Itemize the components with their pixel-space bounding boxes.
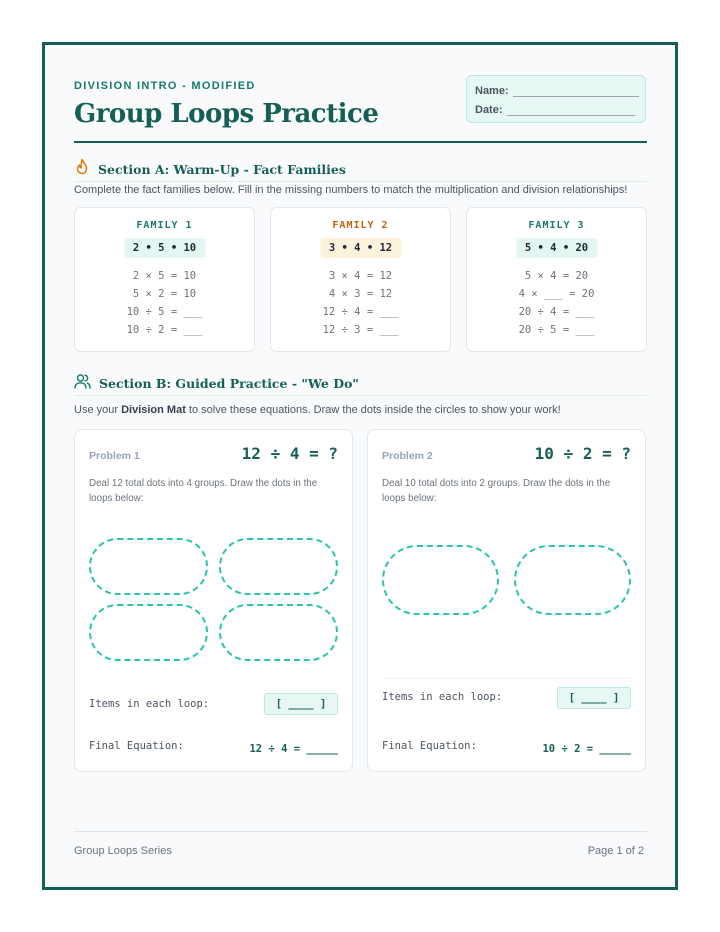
footer-series: Group Loops Series bbox=[74, 845, 172, 857]
date-row bbox=[475, 104, 635, 116]
family-equation: 3 × 4 = 12 bbox=[328, 270, 393, 282]
family-equation: 2 × 5 = 10 bbox=[132, 270, 197, 282]
family-numbers: 3 • 4 • 12 bbox=[320, 238, 401, 258]
final-equation-label: Final Equation: bbox=[89, 740, 184, 752]
group-loop[interactable] bbox=[219, 538, 338, 595]
problem-divider bbox=[382, 678, 631, 679]
family-equation: 5 × 2 = 10 bbox=[132, 288, 197, 300]
flame-icon bbox=[74, 158, 90, 180]
items-label: Items in each loop: bbox=[382, 691, 503, 703]
family-equation: 10 ÷ 2 = ___ bbox=[126, 324, 203, 336]
problem-equation: 12 ÷ 4 = ? bbox=[241, 444, 338, 463]
instructions-text: to solve these equations. Draw the dots inside the circles to show your work! bbox=[185, 404, 561, 416]
problem-label: Problem 1 bbox=[89, 450, 140, 462]
family-numbers: 5 • 4 • 20 bbox=[516, 238, 597, 258]
problem-description: Deal 12 total dots into 4 groups. Draw the dots in the loops below: bbox=[89, 478, 318, 504]
section-a-instructions: Complete the fact families below. Fill in the missing numbers to match the multiplication and division relationships! bbox=[74, 184, 628, 196]
header-divider bbox=[74, 141, 647, 143]
problem-label: Problem 2 bbox=[382, 450, 433, 462]
family-name: FAMILY 1 bbox=[136, 220, 193, 231]
group-loop[interactable] bbox=[514, 545, 631, 615]
family-equation: 20 ÷ 4 = ___ bbox=[518, 306, 595, 318]
family-equation: 12 ÷ 3 = ___ bbox=[322, 324, 399, 336]
division-mat-label: Division Mat bbox=[121, 404, 186, 416]
footer-page-number: Page 1 of 2 bbox=[587, 845, 644, 857]
items-answer-box[interactable]: [ ____ ] bbox=[264, 693, 338, 715]
problem-description: Deal 10 total dots into 2 groups. Draw the dots in the loops below: bbox=[382, 478, 611, 504]
fact-family-card-3 bbox=[466, 207, 647, 352]
instructions-text: Use your bbox=[74, 404, 122, 416]
final-equation-field[interactable]: 10 ÷ 2 = _____ bbox=[542, 743, 631, 755]
final-equation-label: Final Equation: bbox=[382, 740, 477, 752]
group-loop[interactable] bbox=[219, 604, 338, 661]
name-field[interactable] bbox=[513, 87, 639, 97]
users-icon bbox=[74, 373, 91, 394]
name-date-box bbox=[466, 75, 646, 123]
section-b-divider bbox=[74, 395, 647, 396]
section-a-divider bbox=[74, 181, 647, 182]
family-equation: 4 × ___ = 20 bbox=[518, 288, 595, 300]
fact-family-card-1 bbox=[74, 207, 255, 352]
family-equation: 10 ÷ 5 = ___ bbox=[126, 306, 203, 318]
family-equation: 12 ÷ 4 = ___ bbox=[322, 306, 399, 318]
problem-equation: 10 ÷ 2 = ? bbox=[534, 444, 631, 463]
family-equation: 20 ÷ 5 = ___ bbox=[518, 324, 595, 336]
family-equation: 4 × 3 = 12 bbox=[328, 288, 393, 300]
family-name: FAMILY 2 bbox=[332, 220, 389, 231]
group-loop[interactable] bbox=[89, 538, 208, 595]
group-loop[interactable] bbox=[89, 604, 208, 661]
section-b-instructions bbox=[74, 404, 561, 416]
date-field[interactable] bbox=[507, 106, 635, 116]
problem-card-2 bbox=[367, 429, 646, 772]
section-b-title: Section B: Guided Practice - "We Do" bbox=[99, 376, 359, 391]
fact-family-card-2 bbox=[270, 207, 451, 352]
name-row bbox=[475, 85, 639, 97]
family-name: FAMILY 3 bbox=[528, 220, 585, 231]
section-a-header bbox=[74, 158, 346, 180]
group-loop[interactable] bbox=[382, 545, 499, 615]
worksheet-subtitle: DIVISION INTRO - MODIFIED bbox=[74, 80, 256, 92]
items-label: Items in each loop: bbox=[89, 698, 210, 710]
section-a-title: Section A: Warm-Up - Fact Families bbox=[98, 161, 346, 177]
name-label: Name: bbox=[475, 85, 509, 97]
worksheet-page bbox=[42, 42, 678, 890]
date-label: Date: bbox=[475, 104, 503, 116]
footer-divider bbox=[74, 831, 647, 832]
final-equation-field[interactable]: 12 ÷ 4 = _____ bbox=[249, 743, 338, 755]
section-b-header bbox=[74, 373, 359, 394]
items-answer-box[interactable]: [ ____ ] bbox=[557, 687, 631, 709]
family-equation: 5 × 4 = 20 bbox=[524, 270, 589, 282]
problem-card-1 bbox=[74, 429, 353, 772]
family-numbers: 2 • 5 • 10 bbox=[124, 238, 205, 258]
worksheet-title: Group Loops Practice bbox=[74, 99, 379, 129]
